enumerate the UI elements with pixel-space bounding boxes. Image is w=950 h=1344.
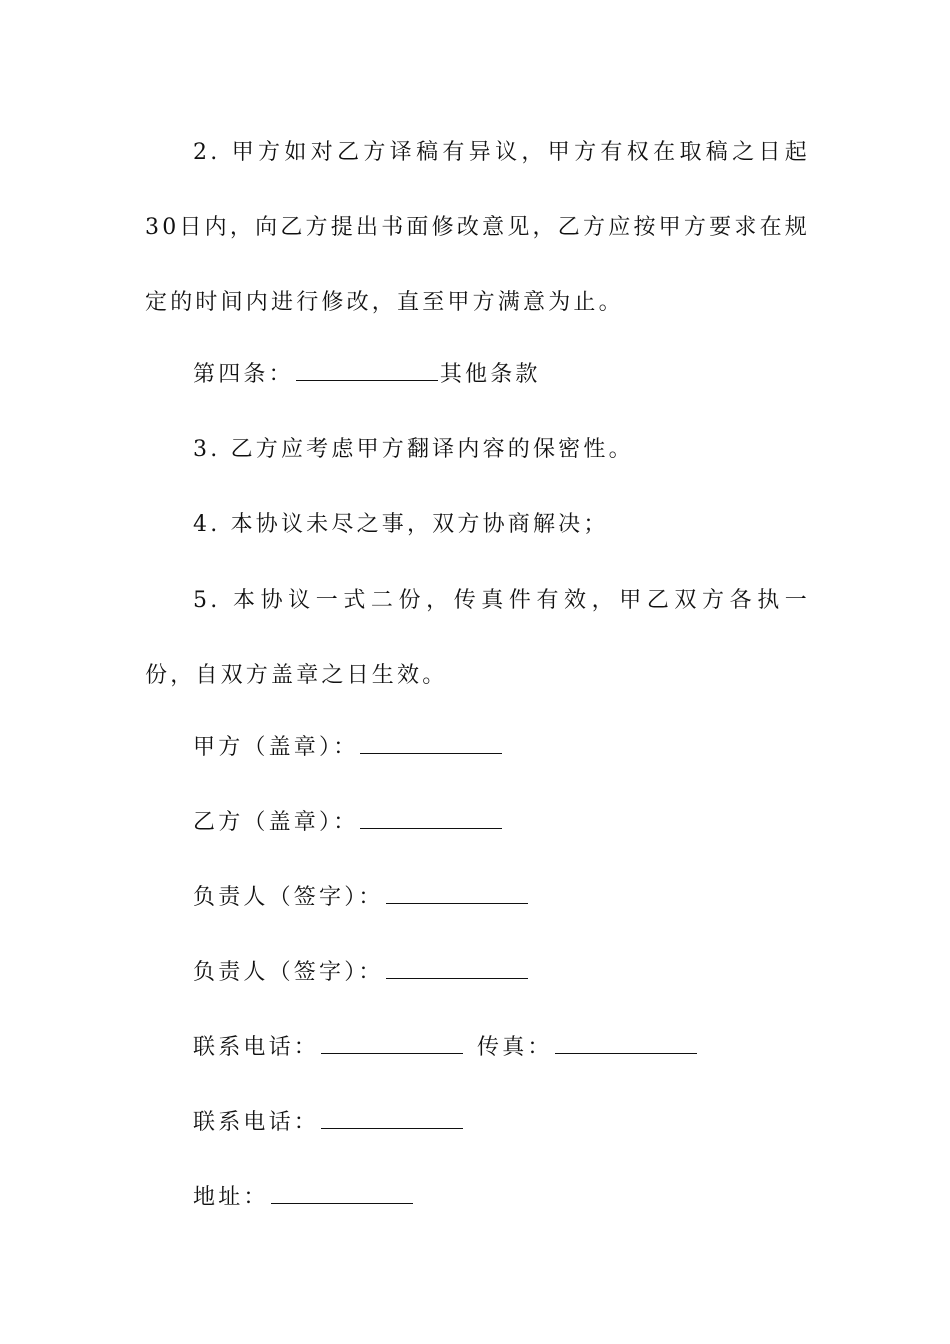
representative-2-label: 负责人（签字）： [193,960,384,985]
phone-2-label: 联系电话： [193,1110,320,1135]
representative-2-line [193,958,530,988]
party-a-seal-blank [360,733,502,754]
representative-1-blank [386,883,528,904]
phone-2-blank [321,1108,463,1129]
article-4-title: 其他条款 [439,362,541,387]
representative-1-line [193,883,530,913]
fax-blank [555,1033,697,1054]
clause-4-paragraph: 4. 本协议未尽之事，双方协商解决； [193,512,609,537]
article-4-label: 第四条： [193,362,294,387]
representative-2-blank [386,958,528,979]
party-b-seal-line [193,808,504,838]
phone-1-label: 联系电话： [193,1035,320,1060]
phone-fax-line [193,1033,699,1063]
clause-5-paragraph: 5. 本协议一式二份，传真件有效，甲乙双方各执一份，自双方盖章之日生效。 [145,588,810,688]
clause-2-paragraph: 2. 甲方如对乙方译稿有异议，甲方有权在取稿之日起30日内，向乙方提出书面修改意见，乙方应按甲方要求在规定的时间内进行修改，直至甲方满意为止。 [145,140,810,315]
article-4-blank [296,360,438,381]
party-a-seal-label: 甲方（盖章）： [193,735,359,760]
address-label: 地址： [193,1185,269,1210]
party-b-seal-label: 乙方（盖章）： [193,810,359,835]
phone-1-blank [321,1033,463,1054]
clause-3-paragraph: 3. 乙方应考虑甲方翻译内容的保密性。 [193,437,634,462]
party-b-seal-blank [360,808,502,829]
representative-1-label: 负责人（签字）： [193,885,384,910]
fax-label: 传真： [477,1035,553,1060]
phone-2-line [193,1108,465,1138]
address-line [193,1183,415,1213]
party-a-seal-line [193,733,504,763]
article-4-heading [193,360,541,390]
address-blank [271,1183,413,1204]
